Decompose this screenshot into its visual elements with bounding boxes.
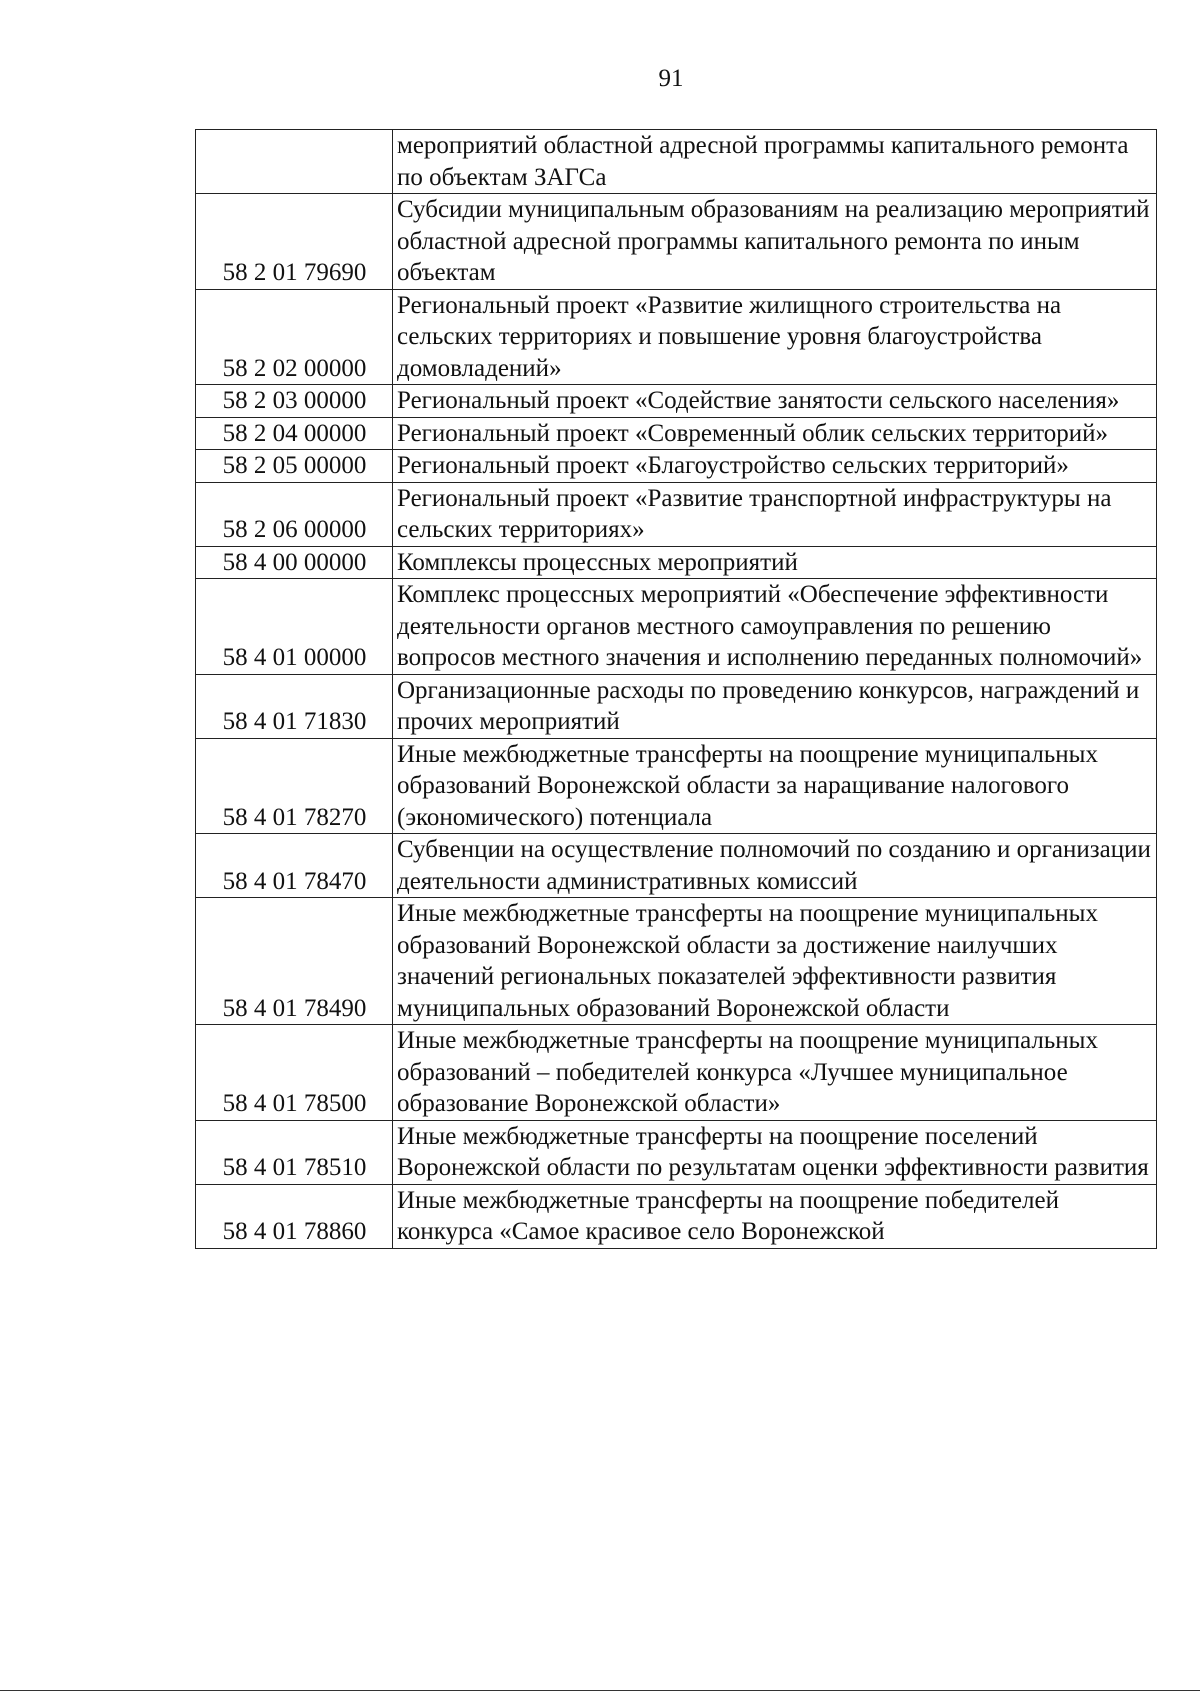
row-name: Региональный проект «Развитие жилищного строительства на сельских территориях и повышение уровня благоустройства домовладений» [393, 289, 1157, 385]
row-code: 58 2 05 00000 [196, 450, 393, 483]
table-row [196, 579, 1157, 675]
table-row [196, 194, 1157, 290]
row-name: Региональный проект «Современный облик сельских территорий» [393, 417, 1157, 450]
row-code: 58 4 01 78860 [196, 1184, 393, 1248]
row-code: 58 4 01 00000 [196, 579, 393, 675]
row-code: 58 2 04 00000 [196, 417, 393, 450]
row-name: Комплексы процессных мероприятий [393, 546, 1157, 579]
row-code: 58 2 03 00000 [196, 385, 393, 418]
row-code: 58 4 01 78470 [196, 834, 393, 898]
table-row [196, 898, 1157, 1025]
row-name: Организационные расходы по проведению конкурсов, награждений и прочих мероприятий [393, 674, 1157, 738]
row-code: 58 4 01 78500 [196, 1025, 393, 1121]
table-row [196, 1025, 1157, 1121]
table-row [196, 417, 1157, 450]
table-row [196, 482, 1157, 546]
row-code: 58 4 01 78270 [196, 738, 393, 834]
page-bottom-rule [0, 1690, 1200, 1691]
table-row [196, 289, 1157, 385]
row-code: 58 4 01 78490 [196, 898, 393, 1025]
row-code: 58 2 02 00000 [196, 289, 393, 385]
row-name: мероприятий областной адресной программы капитального ремонта по объектам ЗАГСа [393, 130, 1157, 194]
row-name: Иные межбюджетные трансферты на поощрение поселений Воронежской области по результатам оценки эффективности развития [393, 1120, 1157, 1184]
row-name: Комплекс процессных мероприятий «Обеспечение эффективности деятельности органов местного самоуправления по решению вопросов местного значения и исполнению переданных полномочий» [393, 579, 1157, 675]
row-code: 58 4 00 00000 [196, 546, 393, 579]
table-row [196, 1184, 1157, 1248]
budget-classification-table [195, 129, 1157, 1249]
row-name: Региональный проект «Развитие транспортной инфраструктуры на сельских территориях» [393, 482, 1157, 546]
row-code: 58 2 06 00000 [196, 482, 393, 546]
table-row [196, 546, 1157, 579]
row-name: Иные межбюджетные трансферты на поощрение муниципальных образований Воронежской области за достижение наилучших значений региональных показателей эффективности развития муниципальных образований Воронежской области [393, 898, 1157, 1025]
table-row [196, 385, 1157, 418]
row-name: Иные межбюджетные трансферты на поощрение победителей конкурса «Самое красивое село Воронежской [393, 1184, 1157, 1248]
row-name: Иные межбюджетные трансферты на поощрение муниципальных образований Воронежской области за наращивание налогового (экономического) потенциала [393, 738, 1157, 834]
page-number: 91 [658, 65, 684, 92]
row-name: Иные межбюджетные трансферты на поощрение муниципальных образований – победителей конкурса «Лучшее муниципальное образование Воронежской области» [393, 1025, 1157, 1121]
table-row [196, 738, 1157, 834]
table-body [196, 130, 1157, 1249]
table-row [196, 834, 1157, 898]
table-row [196, 130, 1157, 194]
row-code: 58 2 01 79690 [196, 194, 393, 290]
row-code [196, 130, 393, 194]
table-row [196, 1120, 1157, 1184]
row-name: Субвенции на осуществление полномочий по созданию и организации деятельности административных комиссий [393, 834, 1157, 898]
table-row [196, 674, 1157, 738]
row-code: 58 4 01 71830 [196, 674, 393, 738]
row-name: Субсидии муниципальным образованиям на реализацию мероприятий областной адресной программы капитального ремонта по иным объектам [393, 194, 1157, 290]
table-row [196, 450, 1157, 483]
row-name: Региональный проект «Содействие занятости сельского населения» [393, 385, 1157, 418]
row-code: 58 4 01 78510 [196, 1120, 393, 1184]
row-name: Региональный проект «Благоустройство сельских территорий» [393, 450, 1157, 483]
